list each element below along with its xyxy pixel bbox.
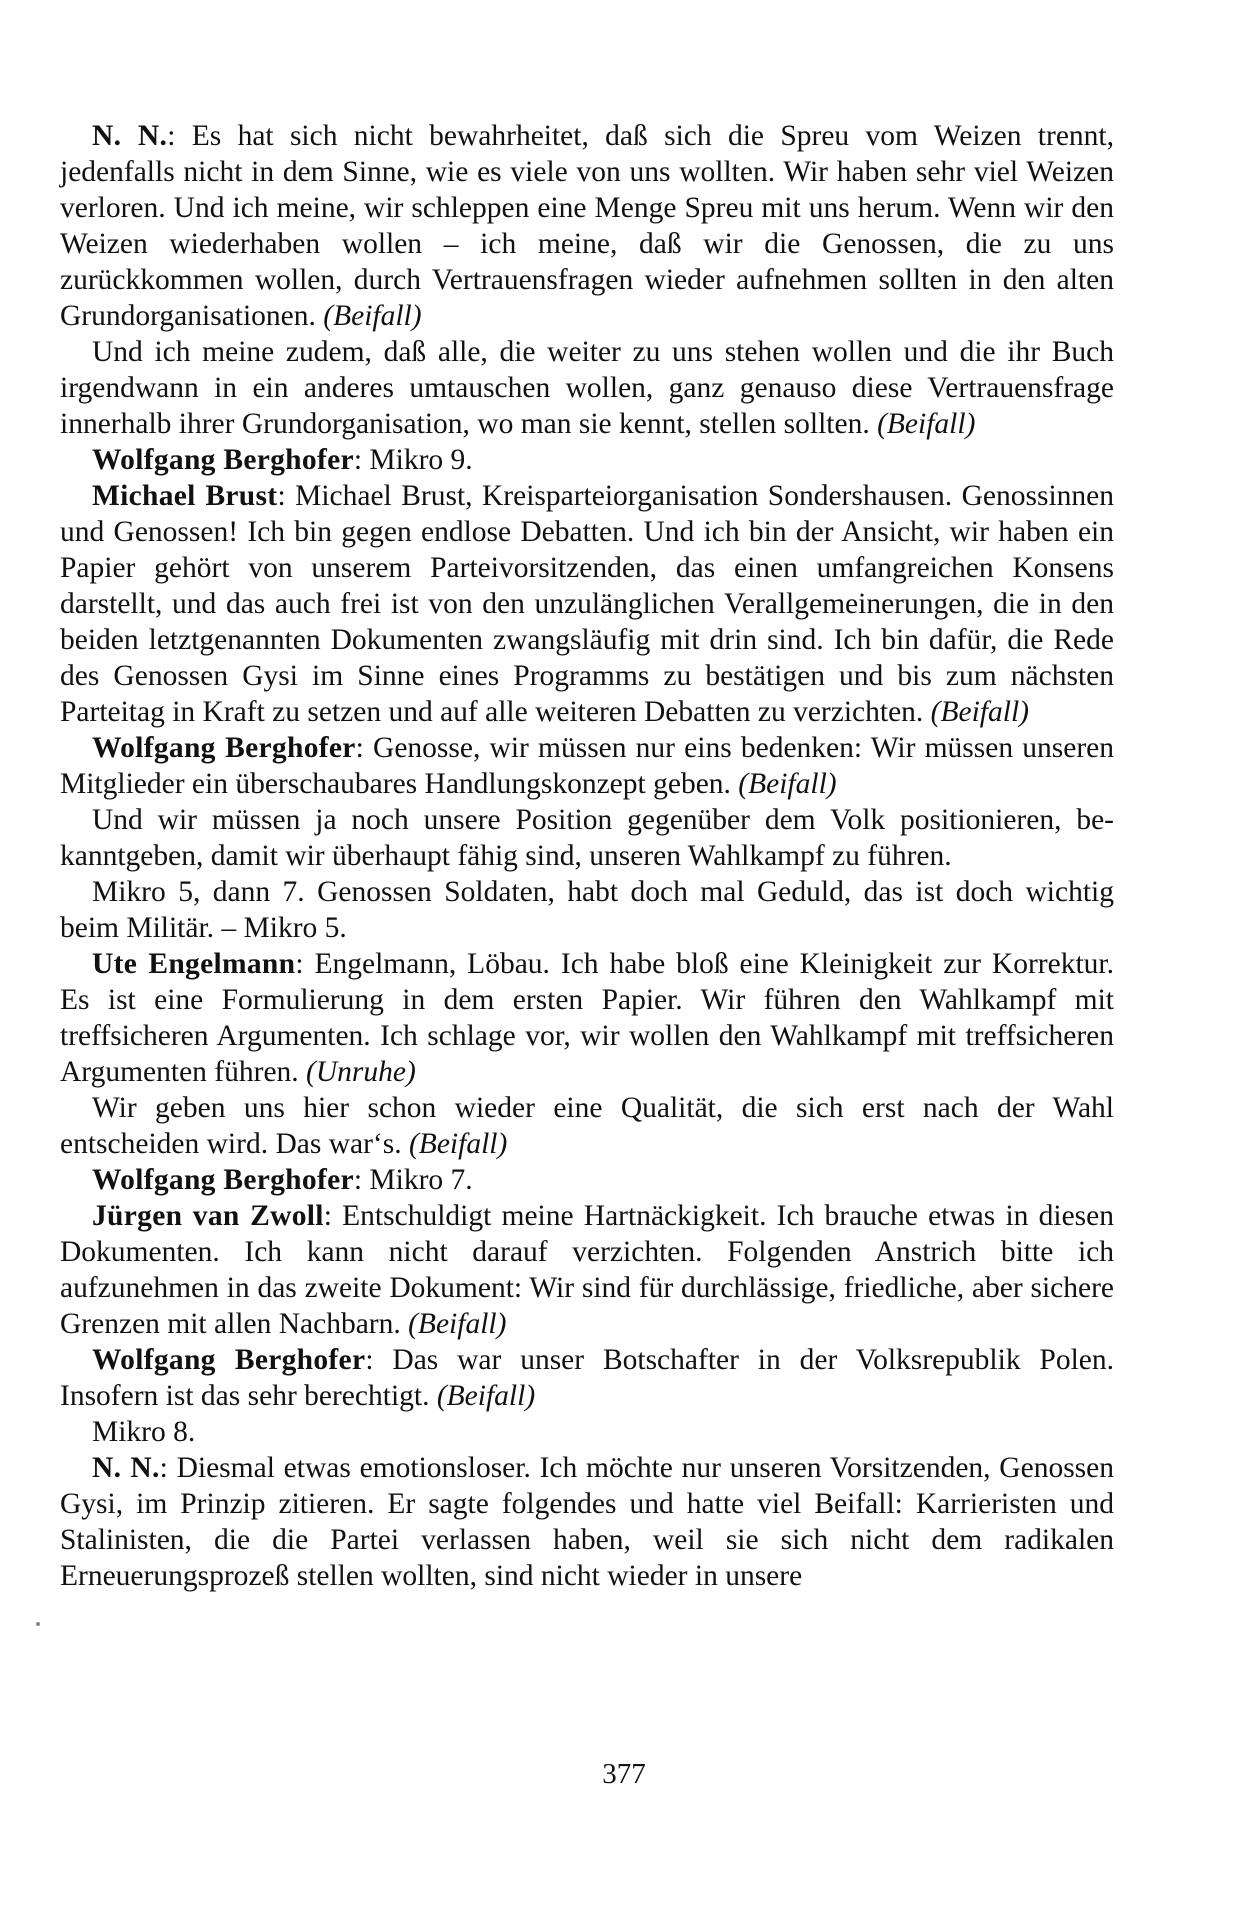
- paragraph: [60, 478, 1114, 730]
- stage-note: (Beifall): [408, 1128, 508, 1160]
- paragraph-text: : Diesmal etwas emotionsloser. Ich möchte nur unseren Vorsitzenden, Genossen Gysi, im Prinzip zitieren. Er sagte folgendes und hatte viel Beifall: Karrieristen und Stalinisten, die die Partei verlassen haben, weil sie sich nicht dem radikalen Erneuerungsprozeß stellen wollten, sind nicht wieder in unsere: [60, 1452, 1114, 1592]
- paragraph-text: Mikro 8.: [92, 1416, 196, 1448]
- margin-mark: [36, 1622, 40, 1626]
- paragraph-text: Und wir müssen ja noch unsere Position gegenüber dem Volk positionieren, bekanntgeben, damit wir überhaupt fähig sind, unseren Wahlkampf zu führen.: [60, 804, 1114, 872]
- paragraph-text: : Engelmann, Löbau. Ich habe bloß eine Kleinigkeit zur Korrektur. Es ist eine Formulierung in dem ersten Papier. Wir führen den Wahlkampf mit treffsicheren Argumenten. Ich schlage vor, wir wollen den Wahlkampf mit treffsicheren Argumenten führen.: [60, 948, 1114, 1088]
- speaker-name: N. N.: [92, 1452, 160, 1484]
- paragraph: [60, 1090, 1114, 1162]
- speaker-name: Michael Brust: [92, 480, 278, 512]
- paragraph-text: Mikro 5, dann 7. Genossen Soldaten, habt doch mal Geduld, das ist doch wichtig beim Militär. – Mikro 5.: [60, 876, 1114, 944]
- paragraph-text: : Genosse, wir müssen nur eins bedenken: Wir müssen unseren Mitglieder ein überschaubares Handlungskonzept geben.: [60, 732, 1114, 800]
- paragraph: [60, 1342, 1114, 1414]
- document-body: [60, 118, 1114, 1594]
- paragraph: [60, 334, 1114, 442]
- paragraph-text: : Es hat sich nicht bewahrheitet, daß sich die Spreu vom Weizen trennt, jedenfalls nicht in dem Sinne, wie es viele von uns wollten. Wir haben sehr viel Weizen verloren. Und ich meine, wir schleppen eine Menge Spreu mit uns herum. Wenn wir den Weizen wiederhaben wollen – ich meine, daß wir die Genossen, die zu uns zurückkommen wollen, durch Vertrauensfragen wieder aufnehmen sollten in den alten Grundorganisationen.: [60, 120, 1114, 332]
- paragraph: [60, 946, 1114, 1090]
- speaker-name: Ute Engelmann: [92, 948, 296, 980]
- paragraph-text: : Michael Brust, Kreisparteiorganisation Sondershausen. Genossinnen und Genossen! Ich bin gegen endlose Debatten. Und ich bin der Ansicht, wir haben ein Papier gehört von unserem Parteivorsitzenden, das einen umfangreichen Konsens darstellt, und das auch frei ist von den unzulänglichen Verallgemeinerungen, die in den beiden letztgenannten Dokumenten zwangsläufig mit drin sind. Ich bin dafür, die Rede des Genossen Gysi im Sinne eines Programms zu bestätigen und bis zum nächsten Parteitag in Kraft zu setzen und auf alle weiteren Debatten zu verzichten.: [60, 480, 1114, 728]
- paragraph: [60, 874, 1114, 946]
- stage-note: (Unruhe): [306, 1056, 416, 1088]
- speaker-name: Jürgen van Zwoll: [92, 1200, 324, 1232]
- speaker-name: Wolfgang Berghofer: [92, 1344, 366, 1376]
- paragraph-text: : Entschuldigt meine Hartnäckigkeit. Ich brauche etwas in diesen Dokumenten. Ich kann nicht darauf verzichten. Folgenden Anstrich bitte ich aufzunehmen in das zweite Dokument: Wir sind für durchlässige, friedliche, aber sichere Grenzen mit allen Nachbarn.: [60, 1200, 1114, 1340]
- speaker-name: N. N.: [92, 120, 168, 152]
- stage-note: (Beifall): [436, 1380, 536, 1412]
- paragraph: [60, 1198, 1114, 1342]
- paragraph-text: : Mikro 7.: [353, 1164, 473, 1196]
- paragraph: [60, 1450, 1114, 1594]
- paragraph-text: Wir geben uns hier schon wieder eine Qualität, die sich erst nach der Wahl entscheiden wird. Das war‘s.: [60, 1092, 1114, 1160]
- paragraph-text: Und ich meine zudem, daß alle, die weiter zu uns stehen wollen und die ihr Buch irgendwann in ein anderes umtauschen wollen, ganz genauso diese Vertrauensfrage innerhalb ihrer Grundorganisation, wo man sie kennt, stellen sollten.: [60, 336, 1114, 440]
- stage-note: (Beifall): [930, 696, 1029, 728]
- stage-note: (Beifall): [323, 300, 422, 332]
- paragraph: [60, 118, 1114, 334]
- paragraph: [60, 442, 1114, 478]
- speaker-name: Wolfgang Berghofer: [92, 1164, 354, 1196]
- speaker-name: Wolfgang Berghofer: [92, 444, 354, 476]
- paragraph: [60, 730, 1114, 802]
- paragraph-text: : Das war unser Botschafter in der Volksrepublik Polen. Insofern ist das sehr berechtigt.: [60, 1344, 1114, 1412]
- paragraph: [60, 1162, 1114, 1198]
- paragraph: [60, 802, 1114, 874]
- stage-note: (Beifall): [877, 408, 976, 440]
- page-number: 377: [602, 1758, 646, 1790]
- stage-note: (Beifall): [408, 1308, 507, 1340]
- paragraph: [60, 1414, 1114, 1450]
- paragraph-text: : Mikro 9.: [353, 444, 473, 476]
- stage-note: (Beifall): [738, 768, 837, 800]
- speaker-name: Wolfgang Berghofer: [92, 732, 356, 764]
